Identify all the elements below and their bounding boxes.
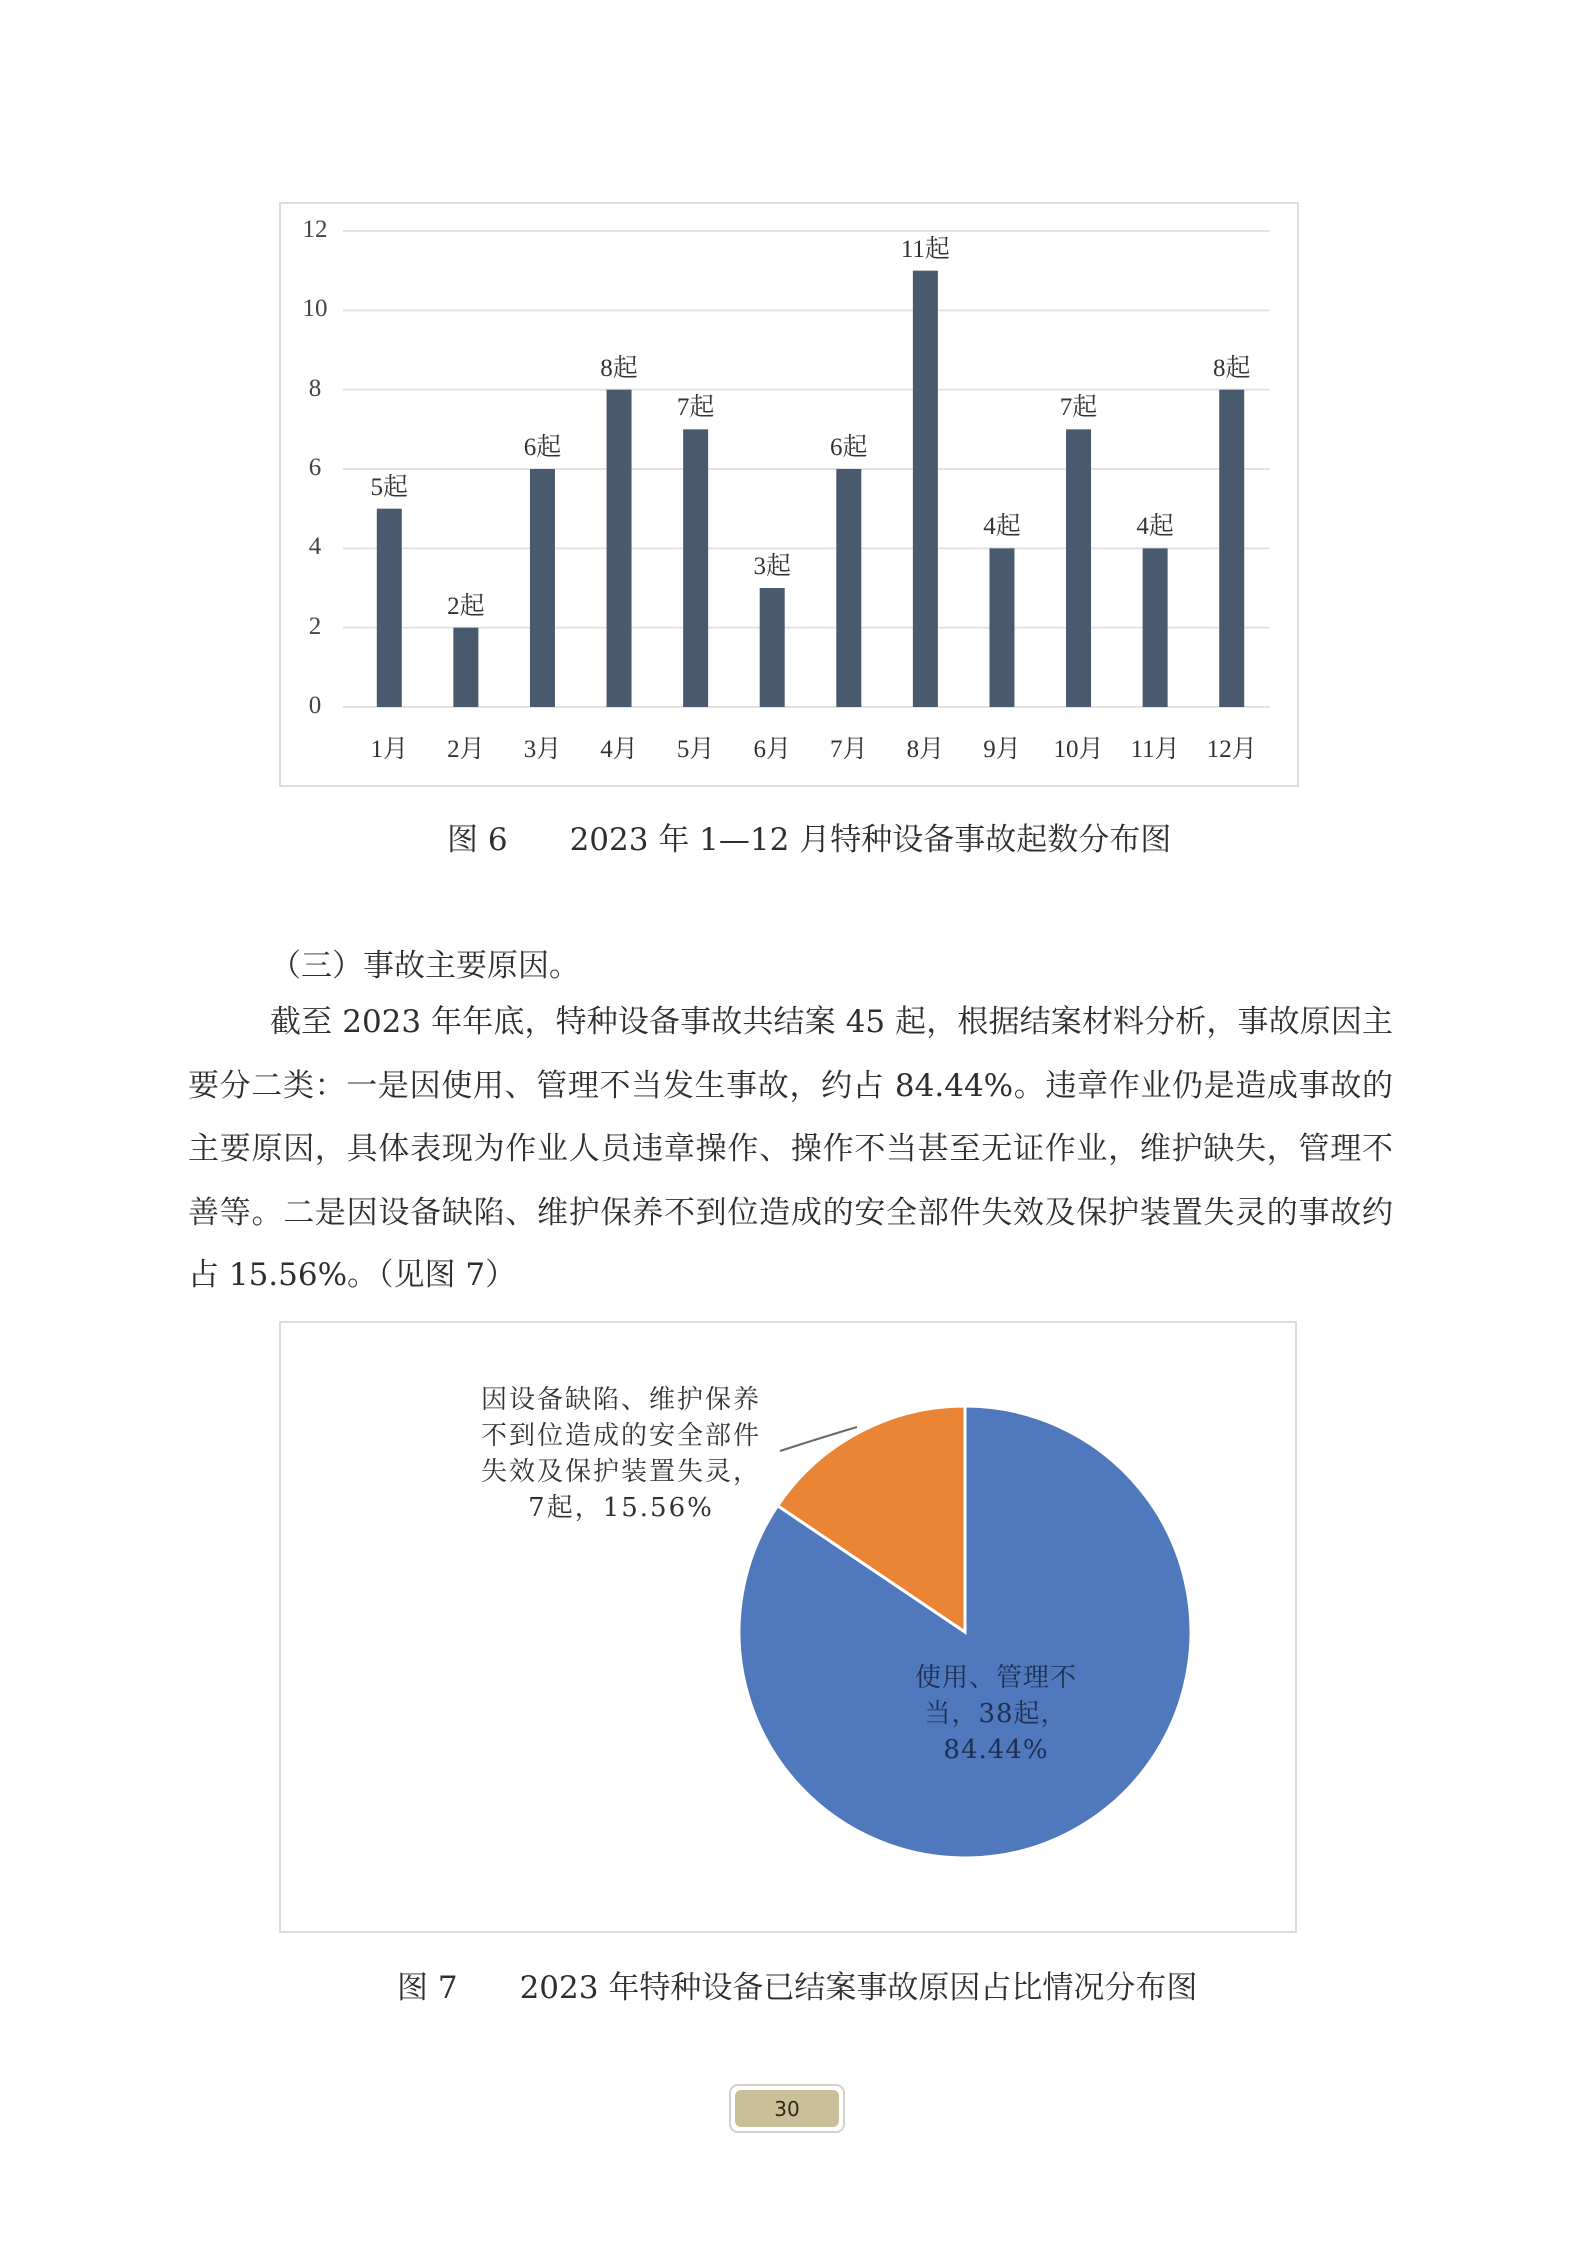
pie-label-line: 不到位造成的安全部件	[480, 1421, 761, 1451]
bar-data-label: 6起	[523, 434, 562, 461]
bar-data-label: 4起	[1136, 513, 1174, 541]
x-axis-tick-label: 8月	[906, 736, 945, 763]
bar-data-label: 2起	[447, 592, 485, 620]
figure-7-caption: 图 7 2023 年特种设备已结案事故原因占比情况分布图	[397, 1970, 1198, 2006]
y-axis-tick-label: 6	[308, 454, 322, 481]
x-axis-tick-label: 9月	[983, 736, 1021, 763]
pie-label-line: 因设备缺陷、维护保养	[480, 1385, 761, 1415]
page-number: 30	[735, 2090, 839, 2127]
paragraph-line-3: 主要原因，具体表现为作业人员违章操作、操作不当甚至无证作业，维护缺失，管理不	[188, 1131, 1393, 1167]
bar-data-label: 7起	[1059, 394, 1098, 422]
bar-data-label: 8起	[600, 354, 638, 382]
bar-data-label: 8起	[1212, 354, 1251, 382]
x-axis-tick-label: 2月	[447, 736, 485, 763]
x-axis-tick-label: 1月	[370, 736, 409, 763]
bar-data-label: 4起	[983, 513, 1021, 541]
x-axis-tick-label: 11月	[1130, 736, 1180, 763]
section-heading: （三）事故主要原因。	[270, 948, 580, 984]
y-axis-tick-label: 12	[302, 216, 328, 243]
y-axis-tick-label: 0	[308, 692, 322, 719]
x-axis-tick-label: 12月	[1206, 736, 1257, 763]
paragraph-line-1: 截至 2023 年年底，特种设备事故共结案 45 起，根据结案材料分析，事故原因主	[270, 1004, 1393, 1040]
bar-data-label: 7起	[676, 394, 715, 422]
pie-slice-label-misuse	[886, 1660, 1106, 1768]
bar-data-label: 6起	[830, 434, 868, 461]
x-axis-tick-label: 7月	[830, 736, 868, 763]
y-axis-tick-label: 8	[308, 374, 322, 402]
paragraph-line-2: 要分二类：一是因使用、管理不当发生事故，约占 84.44%。违章作业仍是造成事故的	[188, 1068, 1393, 1104]
figure-6-caption: 图 6 2023 年 1—12 月特种设备事故起数分布图	[447, 822, 1172, 858]
paragraph-line-4: 善等。二是因设备缺陷、维护保养不到位造成的安全部件失效及保护装置失灵的事故约	[188, 1195, 1393, 1231]
x-axis-tick-label: 6月	[753, 736, 791, 763]
bar-data-label: 3起	[753, 553, 791, 580]
x-axis-tick-label: 3月	[523, 736, 562, 763]
pie-label-line: 使用、管理不	[914, 1663, 1077, 1693]
bar-data-label: 5起	[370, 473, 409, 501]
y-axis-tick-label: 2	[308, 612, 322, 640]
pie-label-line: 84.44%	[943, 1735, 1049, 1765]
x-axis-tick-label: 10月	[1053, 736, 1104, 763]
x-axis-tick-label: 4月	[600, 736, 638, 763]
pie-label-line: 失效及保护装置失灵，	[480, 1457, 761, 1487]
bar-data-label: 11起	[900, 235, 950, 263]
pie-label-line: 当，38起，	[924, 1699, 1068, 1729]
page-number-badge	[729, 2084, 845, 2133]
y-axis-tick-label: 10	[302, 295, 328, 323]
y-axis-tick-label: 4	[308, 533, 322, 561]
pie-slice-label-defect	[451, 1382, 791, 1526]
x-axis-tick-label: 5月	[676, 736, 715, 763]
paragraph-line-5: 占 15.56%。（见图 7）	[188, 1257, 517, 1293]
pie-label-line: 7起，15.56%	[528, 1493, 714, 1523]
